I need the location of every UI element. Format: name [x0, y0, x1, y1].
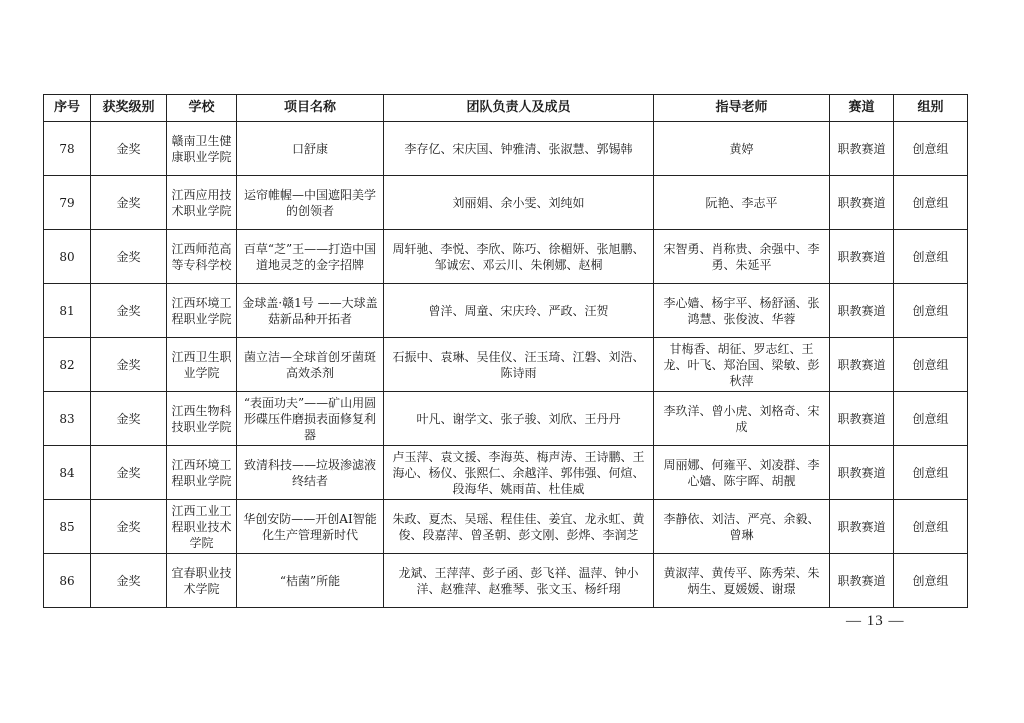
cell-track: 职教赛道: [830, 554, 894, 608]
cell-team: 石振中、袁琳、吴佳仪、汪玉琦、江磐、刘浩、陈诗雨: [384, 338, 654, 392]
cell-school: 江西生物科技职业学院: [167, 392, 237, 446]
cell-group: 创意组: [894, 122, 968, 176]
cell-school: 江西师范高等专科学校: [167, 230, 237, 284]
table-row: [44, 230, 968, 284]
cell-project: “桔菌”所能: [237, 554, 384, 608]
table-row: [44, 122, 968, 176]
table-row: [44, 392, 968, 446]
cell-award-level: 金奖: [91, 338, 167, 392]
cell-school: 江西应用技术职业学院: [167, 176, 237, 230]
table-row: [44, 176, 968, 230]
cell-group: 创意组: [894, 176, 968, 230]
cell-group: 创意组: [894, 554, 968, 608]
cell-serial: 81: [44, 284, 91, 338]
cell-advisor: 李心嫱、杨宇平、杨舒涵、张鸿慧、张俊波、华蓉: [654, 284, 830, 338]
header-advisor: 指导老师: [654, 95, 830, 122]
cell-school: 宜春职业技术学院: [167, 554, 237, 608]
cell-team: 卢玉萍、袁文援、李海英、梅声涛、王诗鹏、王海心、杨仪、张熙仁、余越洋、郭伟强、何煊、段海华、姚雨苗、杜佳威: [384, 446, 654, 500]
cell-advisor: 黄淑萍、黄传平、陈秀荣、朱炳生、夏媛媛、谢璟: [654, 554, 830, 608]
cell-school: 江西卫生职业学院: [167, 338, 237, 392]
cell-track: 职教赛道: [830, 176, 894, 230]
cell-award-level: 金奖: [91, 122, 167, 176]
cell-school: 江西环境工程职业学院: [167, 446, 237, 500]
cell-team: 李存亿、宋庆国、钟雅清、张淑慧、郭锡韩: [384, 122, 654, 176]
cell-advisor: 甘梅香、胡征、罗志红、王龙、叶飞、郑治国、梁敏、彭秋萍: [654, 338, 830, 392]
header-team: 团队负责人及成员: [384, 95, 654, 122]
cell-serial: 85: [44, 500, 91, 554]
cell-serial: 83: [44, 392, 91, 446]
cell-track: 职教赛道: [830, 446, 894, 500]
table-row: [44, 446, 968, 500]
cell-project: “表面功夫”——矿山用圆形碟压件磨损表面修复利器: [237, 392, 384, 446]
cell-team: 刘丽娟、余小雯、刘纯如: [384, 176, 654, 230]
cell-advisor: 黄婷: [654, 122, 830, 176]
header-school: 学校: [167, 95, 237, 122]
cell-project: 华创安防——开创AI智能化生产管理新时代: [237, 500, 384, 554]
table-row: [44, 284, 968, 338]
cell-award-level: 金奖: [91, 446, 167, 500]
header-track: 赛道: [830, 95, 894, 122]
cell-award-level: 金奖: [91, 176, 167, 230]
cell-project: 致清科技——垃圾渗滤液终结者: [237, 446, 384, 500]
cell-award-level: 金奖: [91, 284, 167, 338]
cell-award-level: 金奖: [91, 500, 167, 554]
cell-team: 龙斌、王萍萍、彭子函、彭飞祥、温萍、钟小洋、赵雅萍、赵雅琴、张文玉、杨纤珝: [384, 554, 654, 608]
cell-school: 江西工业工程职业技术学院: [167, 500, 237, 554]
cell-serial: 82: [44, 338, 91, 392]
cell-group: 创意组: [894, 230, 968, 284]
cell-advisor: 周丽娜、何雍平、刘凌群、李心嫱、陈宇晖、胡靓: [654, 446, 830, 500]
cell-serial: 80: [44, 230, 91, 284]
cell-group: 创意组: [894, 446, 968, 500]
cell-serial: 78: [44, 122, 91, 176]
cell-project: 运帘帷幄—中国遮阳美学的创领者: [237, 176, 384, 230]
awards-table: [43, 94, 968, 608]
header-row: [44, 95, 968, 122]
cell-group: 创意组: [894, 338, 968, 392]
header-group: 组别: [894, 95, 968, 122]
cell-school: 赣南卫生健康职业学院: [167, 122, 237, 176]
header-award-level: 获奖级别: [91, 95, 167, 122]
cell-group: 创意组: [894, 500, 968, 554]
cell-advisor: 李静依、刘洁、严亮、余毅、曾琳: [654, 500, 830, 554]
cell-group: 创意组: [894, 284, 968, 338]
cell-track: 职教赛道: [830, 230, 894, 284]
header-project: 项目名称: [237, 95, 384, 122]
cell-advisor: 李玖洋、曾小虎、刘格奇、宋成: [654, 392, 830, 446]
cell-serial: 84: [44, 446, 91, 500]
cell-track: 职教赛道: [830, 122, 894, 176]
cell-track: 职教赛道: [830, 284, 894, 338]
cell-team: 曾洋、周童、宋庆玲、严政、汪贺: [384, 284, 654, 338]
table-row: [44, 554, 968, 608]
cell-serial: 86: [44, 554, 91, 608]
cell-advisor: 宋智勇、肖称贵、余强中、李勇、朱延平: [654, 230, 830, 284]
header-serial: 序号: [44, 95, 91, 122]
cell-project: 菌立洁—全球首创牙菌斑高效杀剂: [237, 338, 384, 392]
cell-award-level: 金奖: [91, 230, 167, 284]
cell-advisor: 阮艳、李志平: [654, 176, 830, 230]
cell-team: 朱政、夏杰、吴瑶、程佳佳、姜宜、龙永虹、黄俊、段嘉萍、曾圣朝、彭文刚、彭烨、李润芝: [384, 500, 654, 554]
cell-group: 创意组: [894, 392, 968, 446]
cell-track: 职教赛道: [830, 338, 894, 392]
cell-track: 职教赛道: [830, 500, 894, 554]
cell-school: 江西环境工程职业学院: [167, 284, 237, 338]
cell-team: 周轩驰、李悦、李欣、陈巧、徐楣妍、张旭鹏、邹诚宏、邓云川、朱俐娜、赵桐: [384, 230, 654, 284]
cell-team: 叶凡、谢学文、张子骏、刘欣、王丹丹: [384, 392, 654, 446]
table-row: [44, 338, 968, 392]
cell-project: 金球盖·赣1号 ——大球盖菇新品种开拓者: [237, 284, 384, 338]
cell-award-level: 金奖: [91, 392, 167, 446]
cell-project: 百草“芝”王——打造中国道地灵芝的金字招牌: [237, 230, 384, 284]
page-number: — 13 —: [846, 613, 905, 629]
cell-track: 职教赛道: [830, 392, 894, 446]
cell-award-level: 金奖: [91, 554, 167, 608]
table-row: [44, 500, 968, 554]
cell-serial: 79: [44, 176, 91, 230]
cell-project: 口舒康: [237, 122, 384, 176]
